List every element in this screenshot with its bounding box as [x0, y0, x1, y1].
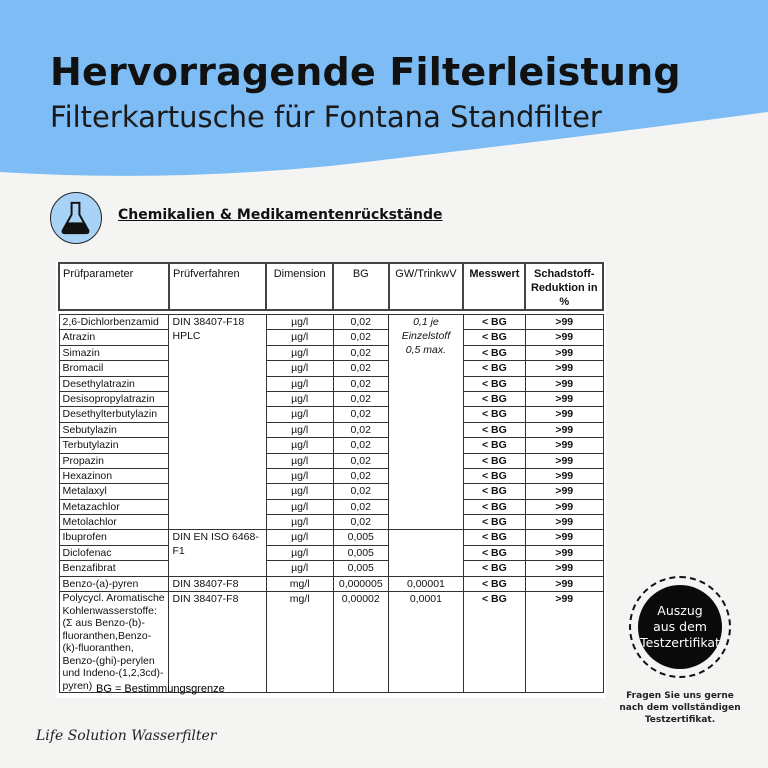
table-cell: Sebutylazin: [59, 422, 169, 437]
brand-name: Life Solution Wasserfilter: [36, 728, 217, 744]
table-cell: < BG: [463, 576, 525, 591]
table-row: [59, 345, 603, 360]
table-cell: < BG: [463, 499, 525, 514]
table-row: [59, 468, 603, 483]
table-cell: < BG: [463, 361, 525, 376]
limit-text: 0,0001: [409, 593, 442, 606]
table-cell: µg/l: [266, 484, 333, 499]
badge-line: Auszug: [657, 603, 703, 618]
table-row: [59, 391, 603, 406]
table-cell: < BG: [463, 484, 525, 499]
table-cell: >99: [525, 391, 603, 406]
table-cell: 0,02: [333, 315, 389, 330]
column-header: Schadstoff-Reduktion in %: [525, 263, 603, 310]
table-cell: mg/l: [266, 576, 333, 591]
table-cell: >99: [525, 545, 603, 560]
table-cell: >99: [525, 499, 603, 514]
table-cell: 0,02: [333, 484, 389, 499]
table-cell: < BG: [463, 515, 525, 530]
column-header: GW/TrinkwV: [389, 263, 464, 310]
table-cell: 0,02: [333, 468, 389, 483]
table-cell: < BG: [463, 315, 525, 330]
badge-line: aus dem: [653, 619, 707, 634]
table-cell: µg/l: [266, 345, 333, 360]
table-cell: >99: [525, 468, 603, 483]
table-cell: < BG: [463, 592, 525, 693]
method-cell: [169, 315, 266, 530]
table-cell: < BG: [463, 422, 525, 437]
table-cell: µg/l: [266, 561, 333, 576]
table-cell: Benzafibrat: [59, 561, 169, 576]
table-row: [59, 515, 603, 530]
table-cell: 0,02: [333, 407, 389, 422]
table-row: [59, 453, 603, 468]
table-row: [59, 330, 603, 345]
table-cell: 0,02: [333, 515, 389, 530]
section-title: Chemikalien & Medikamentenrückstände: [118, 207, 443, 223]
method-text: DIN EN ISO 6468-F1: [172, 531, 259, 558]
table-cell: µg/l: [266, 422, 333, 437]
limit-cell: [389, 592, 464, 693]
table-cell: µg/l: [266, 468, 333, 483]
table-cell: Polycycl. Aromatische Kohlenwasserstoffe: (Σ aus Benzo-(b)-fluoranthen,Benzo-(k)-fluoranthen, Benzo-(ghi)-perylen und Indeno-(1,2,3cd)-pyren): [59, 592, 169, 693]
column-header: BG: [333, 263, 389, 310]
column-header: Messwert: [463, 263, 525, 310]
table-cell: Metazachlor: [59, 499, 169, 514]
table-cell: µg/l: [266, 407, 333, 422]
column-header: Prüfparameter: [59, 263, 169, 310]
column-header: Prüfverfahren: [169, 263, 266, 310]
limit-cell: [389, 530, 464, 576]
table-row: [59, 422, 603, 437]
table-cell: Ibuprofen: [59, 530, 169, 545]
table-cell: Benzo-(a)-pyren: [59, 576, 169, 591]
table-cell: >99: [525, 515, 603, 530]
table-cell: µg/l: [266, 315, 333, 330]
table-cell: >99: [525, 576, 603, 591]
method-text: DIN 38407-F18: [172, 316, 245, 328]
limit-text: 0,00001: [406, 577, 445, 590]
table-cell: µg/l: [266, 515, 333, 530]
table-cell: Bromacil: [59, 361, 169, 376]
table-cell: 0,005: [333, 561, 389, 576]
table-cell: >99: [525, 438, 603, 453]
table-row: [59, 315, 603, 330]
table-cell: Hexazinon: [59, 468, 169, 483]
table-cell: >99: [525, 561, 603, 576]
table-cell: µg/l: [266, 330, 333, 345]
table-cell: 0,000005: [333, 576, 389, 591]
table-cell: < BG: [463, 376, 525, 391]
table-cell: 0,00002: [333, 592, 389, 693]
limit-cell: [389, 576, 464, 591]
table-cell: Propazin: [59, 453, 169, 468]
table-cell: Desethylatrazin: [59, 376, 169, 391]
table-row: [59, 545, 603, 560]
table-cell: < BG: [463, 561, 525, 576]
table-cell: µg/l: [266, 391, 333, 406]
table-cell: Simazin: [59, 345, 169, 360]
table-cell: Desisopropylatrazin: [59, 391, 169, 406]
table-note: BG = Bestimmungsgrenze: [96, 683, 225, 695]
table-cell: 2,6-Dichlorbenzamid: [59, 315, 169, 330]
table-cell: Atrazin: [59, 330, 169, 345]
page-title: Hervorragende Filterleistung: [50, 50, 681, 94]
table-cell: < BG: [463, 468, 525, 483]
limit-text: Einzelstoff: [401, 330, 451, 342]
table-cell: Metolachlor: [59, 515, 169, 530]
table-cell: < BG: [463, 391, 525, 406]
table-cell: >99: [525, 484, 603, 499]
limit-text: 0,5 max.: [405, 344, 447, 356]
table-row: [59, 361, 603, 376]
table-cell: 0,02: [333, 438, 389, 453]
table-cell: >99: [525, 453, 603, 468]
table-cell: < BG: [463, 453, 525, 468]
table-cell: 0,02: [333, 391, 389, 406]
table-cell: >99: [525, 407, 603, 422]
table-cell: < BG: [463, 345, 525, 360]
table-cell: 0,02: [333, 453, 389, 468]
table-cell: 0,02: [333, 330, 389, 345]
table-cell: µg/l: [266, 530, 333, 545]
method-cell: [169, 576, 266, 591]
table-cell: 0,02: [333, 361, 389, 376]
table-cell: < BG: [463, 330, 525, 345]
method-text: DIN 38407-F8: [172, 593, 239, 606]
flask-icon: [50, 192, 102, 244]
table-row: [59, 561, 603, 576]
table-row: [59, 484, 603, 499]
table-cell: >99: [525, 376, 603, 391]
table-cell: >99: [525, 345, 603, 360]
table-cell: >99: [525, 361, 603, 376]
table-cell: < BG: [463, 438, 525, 453]
table-row: [59, 530, 603, 545]
table-cell: >99: [525, 330, 603, 345]
table-cell: Desethylterbutylazin: [59, 407, 169, 422]
certificate-badge: [638, 585, 722, 669]
table-cell: < BG: [463, 530, 525, 545]
table-row: [59, 576, 603, 591]
table-cell: 0,005: [333, 545, 389, 560]
table-cell: Diclofenac: [59, 545, 169, 560]
table-cell: >99: [525, 422, 603, 437]
badge-line: Testzertifikat: [640, 635, 720, 650]
limit-text: 0,1 je: [413, 316, 439, 328]
table-row: [59, 499, 603, 514]
table-cell: µg/l: [266, 361, 333, 376]
test-certificate-table: [56, 262, 606, 698]
table-cell: 0,02: [333, 345, 389, 360]
column-header: Dimension: [266, 263, 333, 310]
table-cell: >99: [525, 530, 603, 545]
table-cell: < BG: [463, 545, 525, 560]
table-cell: mg/l: [266, 592, 333, 693]
table-cell: >99: [525, 592, 603, 693]
table-row: [59, 376, 603, 391]
table-row: [59, 438, 603, 453]
certificate-request-note: Fragen Sie uns gerne nach dem vollständigen Testzertifikat.: [619, 691, 741, 725]
table-cell: µg/l: [266, 376, 333, 391]
table-cell: 0,02: [333, 376, 389, 391]
table-cell: 0,02: [333, 499, 389, 514]
table-row: [59, 407, 603, 422]
table-cell: µg/l: [266, 453, 333, 468]
table-cell: < BG: [463, 407, 525, 422]
page-subtitle: Filterkartusche für Fontana Standfilter: [50, 100, 602, 134]
method-cell: [169, 592, 266, 693]
table-cell: 0,005: [333, 530, 389, 545]
limit-cell: [389, 315, 464, 530]
table-cell: Metalaxyl: [59, 484, 169, 499]
results-table: [58, 262, 604, 693]
table-row: [59, 592, 603, 693]
table-cell: 0,02: [333, 422, 389, 437]
table-cell: µg/l: [266, 545, 333, 560]
table-cell: >99: [525, 315, 603, 330]
method-text: DIN 38407-F8: [172, 577, 239, 590]
table-cell: Terbutylazin: [59, 438, 169, 453]
table-cell: µg/l: [266, 499, 333, 514]
table-cell: µg/l: [266, 438, 333, 453]
method-text: HPLC: [172, 330, 201, 342]
method-cell: [169, 530, 266, 576]
